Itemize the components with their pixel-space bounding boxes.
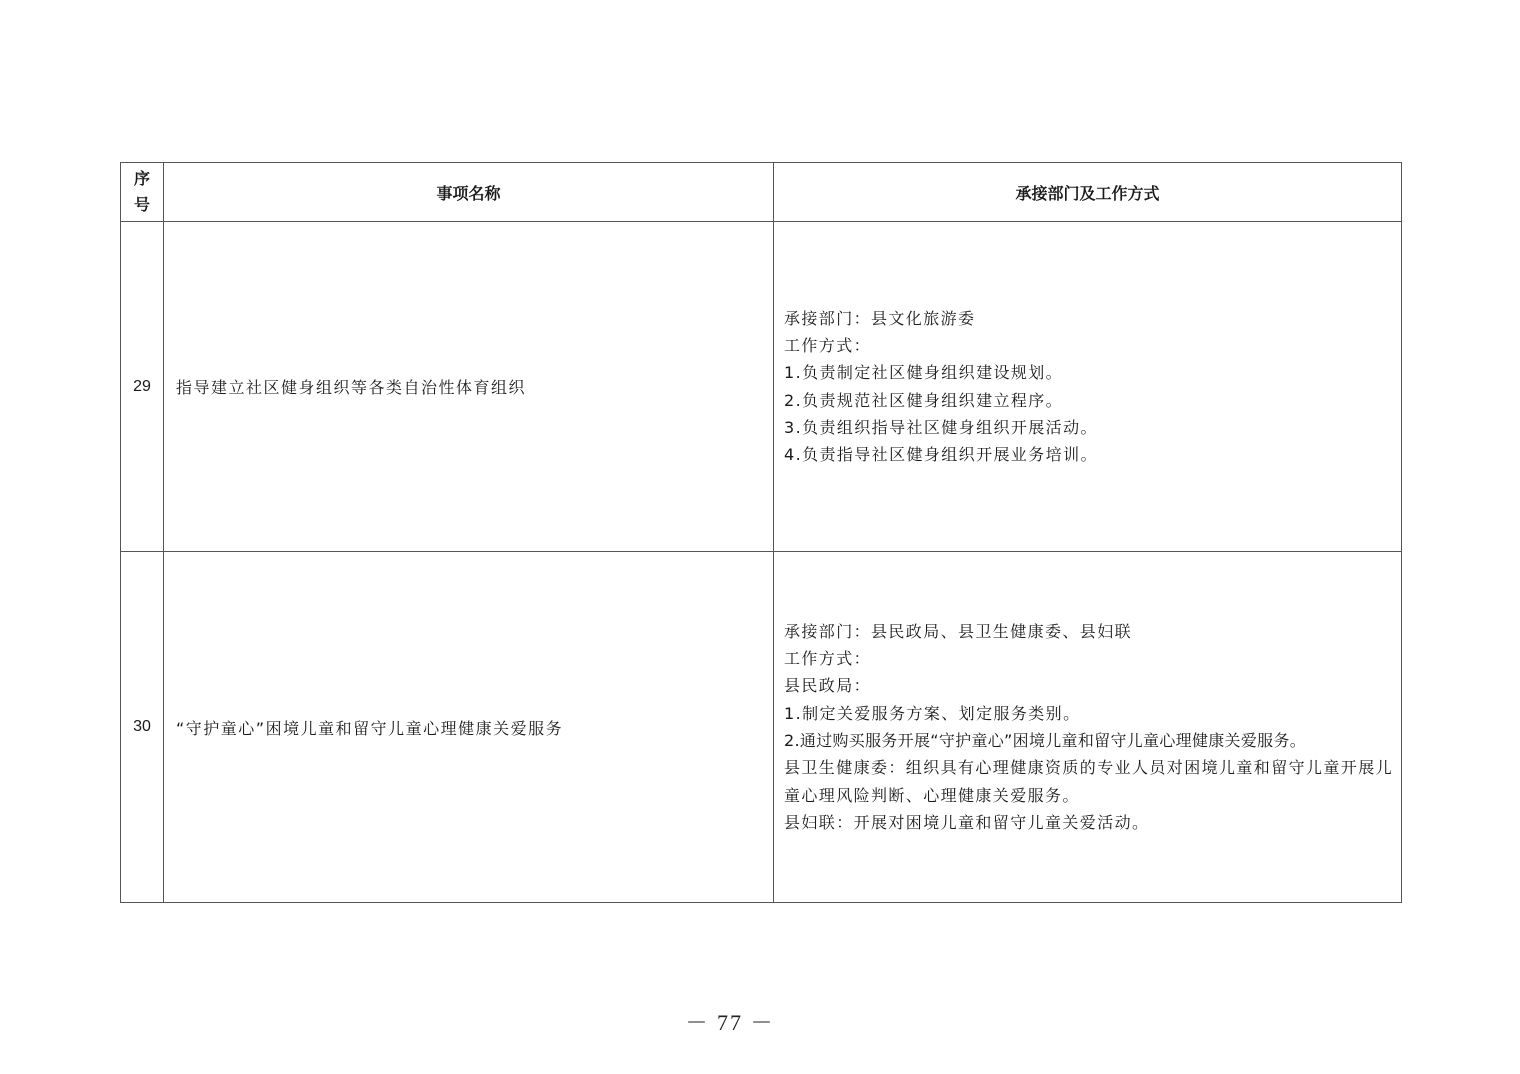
dept-line: 县民政局： — [784, 676, 872, 696]
items-table — [120, 162, 1402, 903]
dept-line: 县卫生健康委：组织具有心理健康资质的专业人员对困境儿童和留守儿童开展儿童心理风险判断、心理健康关爱服务。 — [784, 758, 1394, 805]
dept-line: 1.负责制定社区健身组织建设规划。 — [784, 363, 1064, 383]
row-item-name: 指导建立社区健身组织等各类自治性体育组织 — [164, 222, 774, 552]
row-dept-method — [774, 552, 1402, 903]
row-item-name: “守护童心”困境儿童和留守儿童心理健康关爱服务 — [164, 552, 774, 903]
table-row — [121, 552, 1402, 903]
page-number: － 77 － — [685, 1010, 775, 1035]
dept-line: 2.通过购买服务开展“守护童心”困境儿童和留守儿童心理健康关爱服务。 — [784, 731, 1307, 750]
dept-line: 承接部门：县民政局、县卫生健康委、县妇联 — [784, 621, 1133, 641]
row-seq: 29 — [121, 222, 164, 552]
row-dept-method — [774, 222, 1402, 552]
table-row — [121, 222, 1402, 552]
dept-line: 县妇联：开展对困境儿童和留守儿童关爱活动。 — [784, 812, 1150, 832]
dept-line: 承接部门：县文化旅游委 — [784, 308, 976, 328]
header-item-name: 事项名称 — [164, 163, 774, 222]
header-dept-method: 承接部门及工作方式 — [774, 163, 1402, 222]
dept-line: 工作方式： — [784, 335, 872, 355]
dept-line: 3.负责组织指导社区健身组织开展活动。 — [784, 417, 1098, 437]
header-seq-line1: 序 — [133, 169, 150, 188]
dept-line: 1.制定关爱服务方案、划定服务类别。 — [784, 703, 1081, 723]
header-seq-line2: 号 — [133, 195, 150, 214]
dept-line: 工作方式： — [784, 649, 872, 669]
header-seq — [121, 163, 164, 222]
row-seq: 30 — [121, 552, 164, 903]
dept-line: 4.负责指导社区健身组织开展业务培训。 — [784, 445, 1098, 465]
dept-line: 2.负责规范社区健身组织建立程序。 — [784, 390, 1064, 410]
table-header-row — [121, 163, 1402, 222]
